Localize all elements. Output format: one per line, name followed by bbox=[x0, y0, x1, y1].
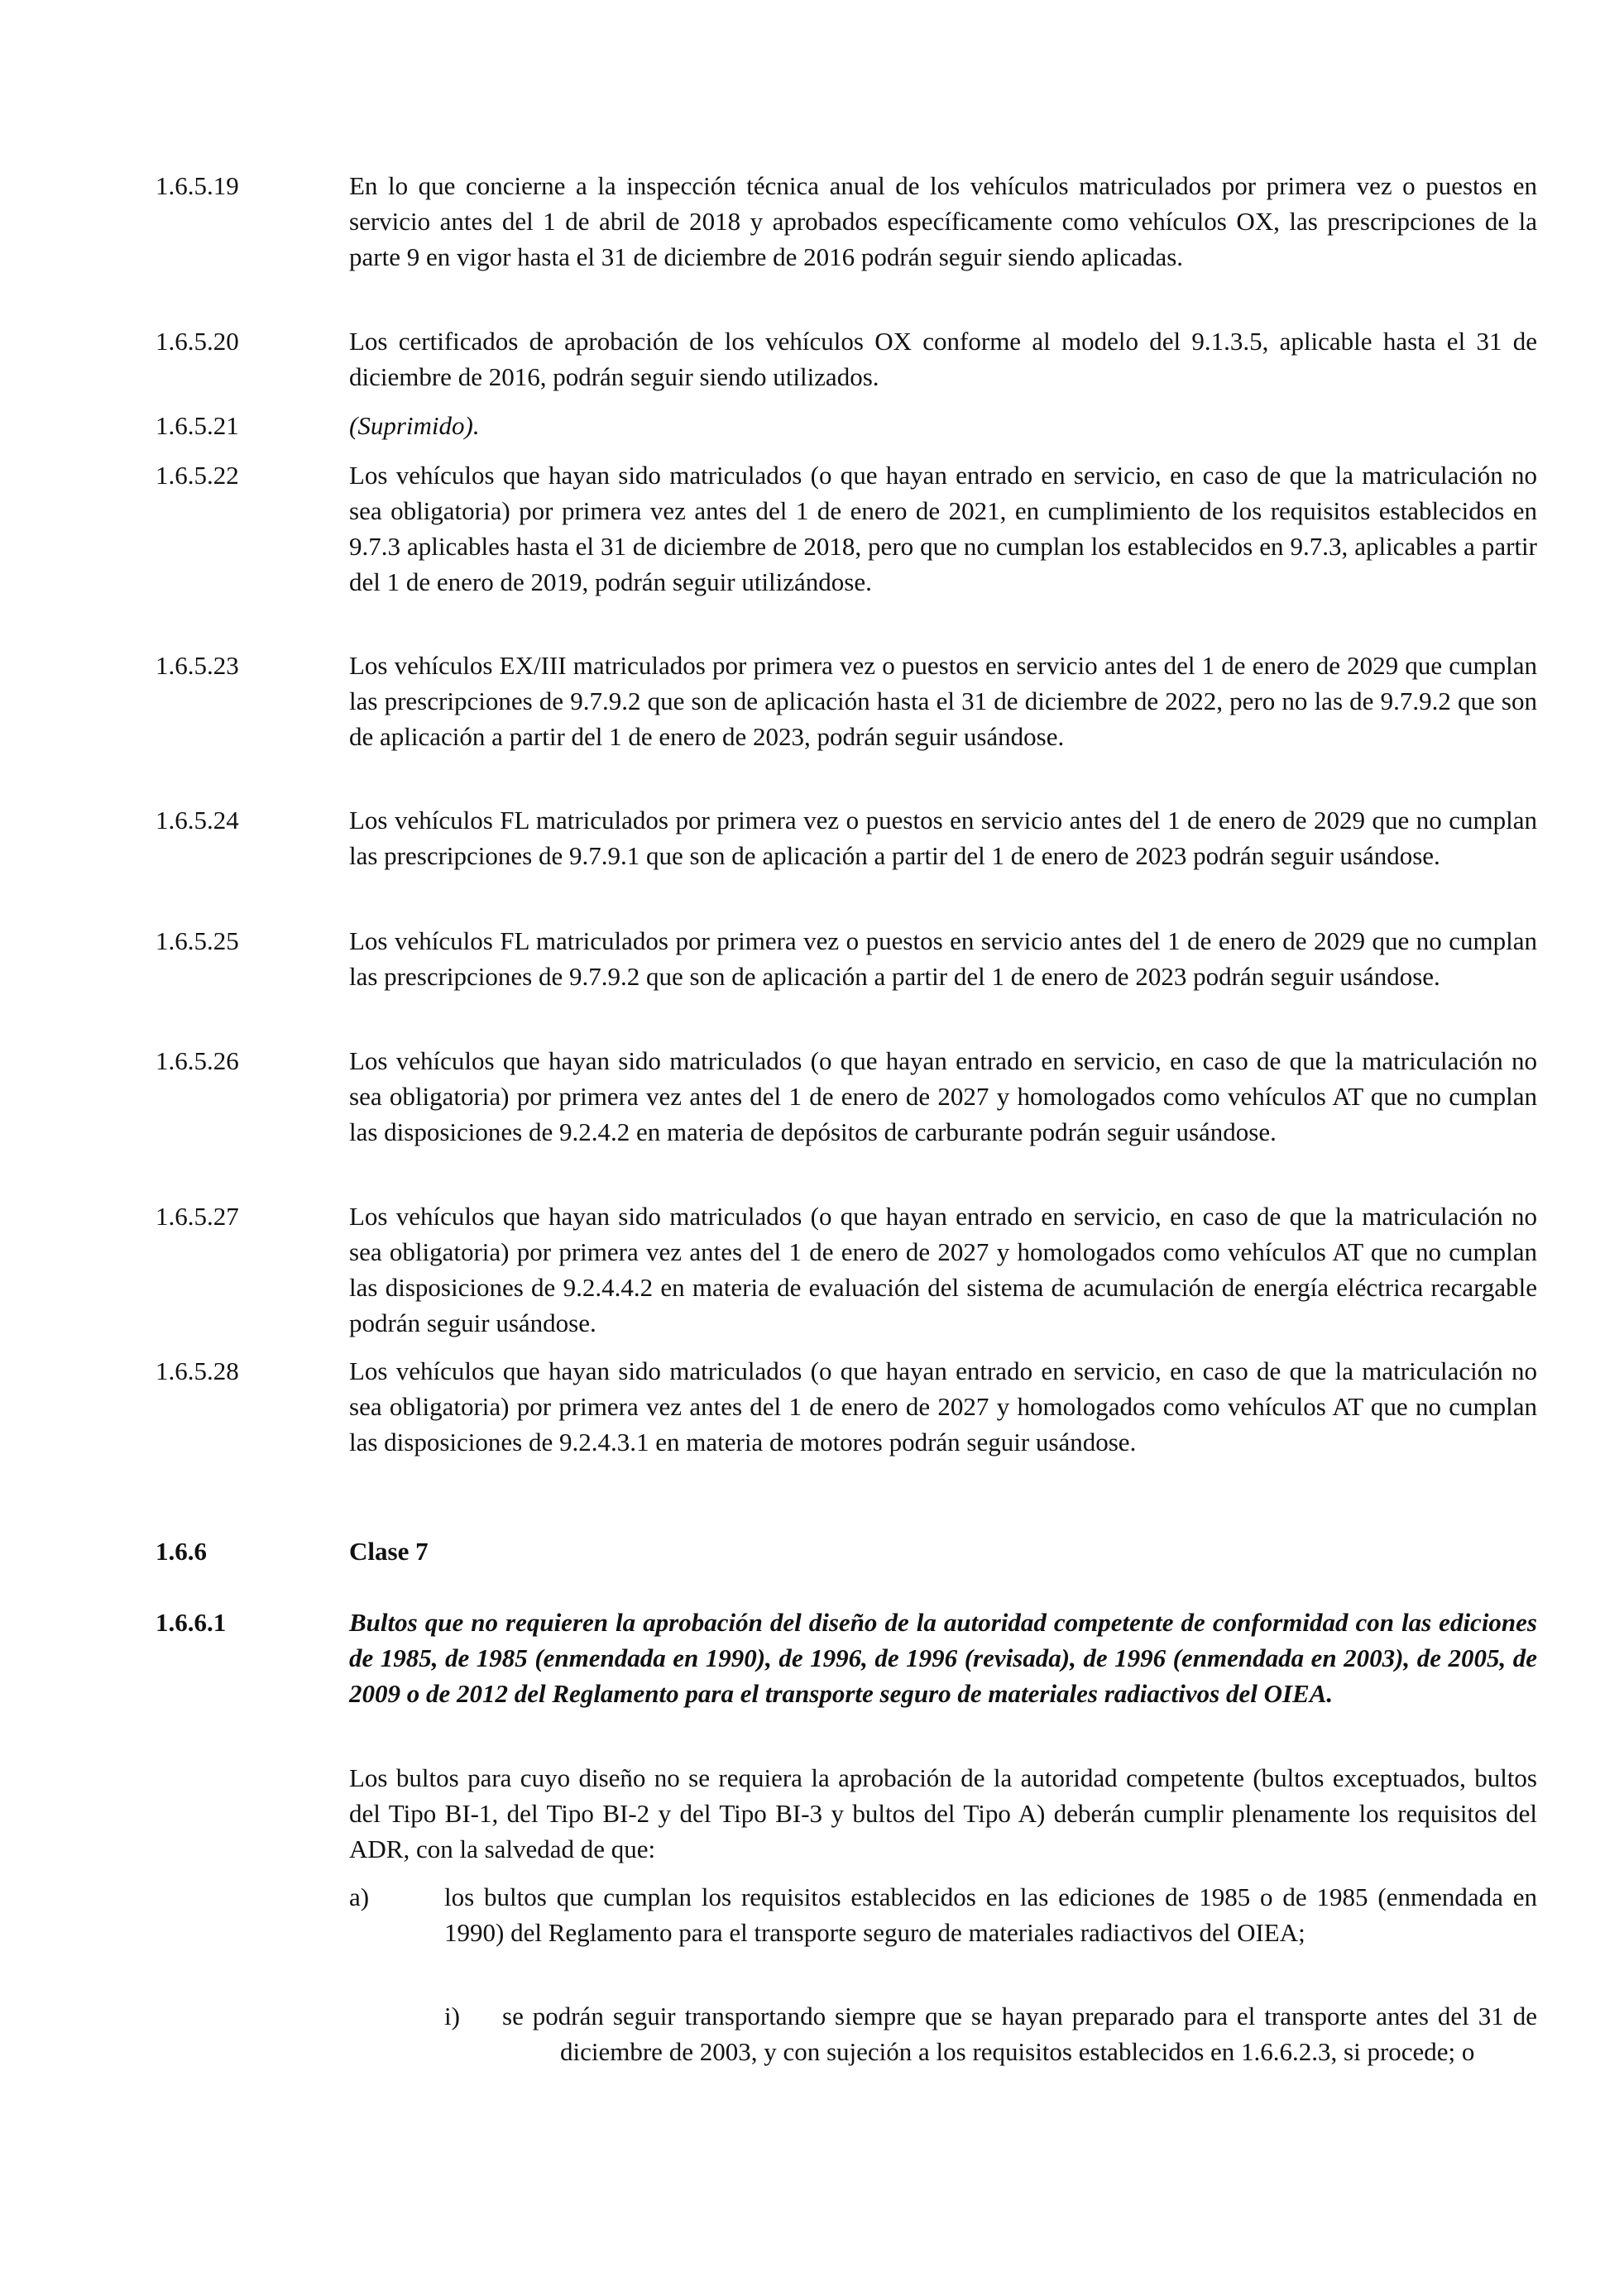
subsection-1-6-6-1 bbox=[156, 1605, 1537, 1711]
paragraph-1-6-5-20 bbox=[156, 323, 1537, 395]
paragraph-text: Los vehículos FL matriculados por primera vez o puestos en servicio antes del 1 de enero de 2029 que no cumplan las prescripciones de 9.7.9.1 que son de aplicación a partir del 1 de enero de 2023 podrán seguir usándose. bbox=[349, 806, 1537, 870]
list-item-label: a) bbox=[349, 1882, 370, 1911]
list-item-text: los bultos que cumplan los requisitos establecidos en las ediciones de 1985 o de 1985 (enmendada en 1990) del Reglamento para el transporte seguro de materiales radiactivos del OIEA; bbox=[444, 1882, 1537, 1947]
paragraph-number: 1.6.5.20 bbox=[156, 327, 239, 356]
paragraph-text: Los vehículos que hayan sido matriculados (o que hayan entrado en servicio, en caso de que la matriculación no sea obligatoria) por primera vez antes del 1 de enero de 2027 y homologados como vehículos AT que no cumplan las disposiciones de 9.2.4.3.1 en materia de motores podrán seguir usándose. bbox=[349, 1356, 1537, 1457]
paragraph-text: Los vehículos que hayan sido matriculados (o que hayan entrado en servicio, en caso de que la matriculación no sea obligatoria) por primera vez antes del 1 de enero de 2021, en cumplimiento de los requisitos establecidos en 9.7.3 aplicables hasta el 31 de diciembre de 2018, pero que no cumplan los establecidos en 9.7.3, aplicables a partir del 1 de enero de 2019, podrán seguir utilizándose. bbox=[349, 461, 1537, 596]
subsection-intro: Los bultos para cuyo diseño no se requiera la aprobación de la autoridad competente (bultos exceptuados, bultos del Tipo BI-1, del Tipo BI-2 y del Tipo BI-3 y bultos del Tipo A) deberán cumplir plenamente los requisitos del ADR, con la salvedad de que: bbox=[349, 1763, 1537, 1863]
subsection-heading: Bultos que no requieren la aprobación del diseño de la autoridad competente de conformidad con las ediciones de 1985, de 1985 (enmendada en 1990), de 1996, de 1996 (revisada), de 1996 (enmendada en 2003), de 2005, de 2009 o de 2012 del Reglamento para el transporte seguro de materiales radiactivos del OIEA. bbox=[349, 1608, 1537, 1708]
subsection-number: 1.6.6.1 bbox=[156, 1608, 227, 1637]
paragraph-text: En lo que concierne a la inspección técnica anual de los vehículos matriculados por primera vez o puestos en servicio antes del 1 de abril de 2018 y aprobados específicamente como vehículos OX, las prescripciones de la parte 9 en vigor hasta el 31 de diciembre de 2016 podrán seguir siendo aplicadas. bbox=[349, 171, 1537, 271]
list-item-text: se podrán seguir transportando siempre que se hayan preparado para el transporte antes del 31 de diciembre de 2003, y con sujeción a los requisitos establecidos en 1.6.6.2.3, si procede; o bbox=[502, 2002, 1537, 2066]
paragraph-text: Los vehículos FL matriculados por primera vez o puestos en servicio antes del 1 de enero de 2029 que no cumplan las prescripciones de 9.7.9.2 que son de aplicación a partir del 1 de enero de 2023 podrán seguir usándose. bbox=[349, 926, 1537, 991]
paragraph-number: 1.6.5.25 bbox=[156, 926, 239, 955]
paragraph-1-6-5-26 bbox=[156, 1043, 1537, 1150]
paragraph-number: 1.6.5.21 bbox=[156, 411, 239, 440]
section-heading bbox=[156, 1533, 1537, 1569]
paragraph-number: 1.6.5.23 bbox=[156, 651, 239, 680]
paragraph-number: 1.6.5.22 bbox=[156, 461, 239, 490]
paragraph-1-6-5-19 bbox=[156, 168, 1537, 275]
paragraph-1-6-5-28 bbox=[156, 1353, 1537, 1460]
paragraph-1-6-5-21 bbox=[156, 408, 1537, 443]
paragraph-1-6-5-25 bbox=[156, 923, 1537, 994]
paragraph-1-6-5-24 bbox=[156, 802, 1537, 873]
paragraph-number: 1.6.5.24 bbox=[156, 806, 239, 835]
paragraph-1-6-5-23 bbox=[156, 648, 1537, 754]
paragraph-number: 1.6.5.26 bbox=[156, 1046, 239, 1075]
section-number: 1.6.6 bbox=[156, 1537, 207, 1566]
paragraph-number: 1.6.5.19 bbox=[156, 171, 239, 200]
paragraph-number: 1.6.5.28 bbox=[156, 1356, 239, 1385]
paragraph-1-6-5-27 bbox=[156, 1198, 1537, 1341]
section-title: Clase 7 bbox=[349, 1537, 429, 1566]
list-item-i bbox=[444, 1998, 1537, 2069]
paragraph-1-6-5-22 bbox=[156, 457, 1537, 600]
paragraph-text: Los vehículos que hayan sido matriculados (o que hayan entrado en servicio, en caso de que la matriculación no sea obligatoria) por primera vez antes del 1 de enero de 2027 y homologados como vehículos AT que no cumplan las disposiciones de 9.2.4.4.2 en materia de evaluación del sistema de acumulación de energía eléctrica recargable podrán seguir usándose. bbox=[349, 1202, 1537, 1337]
list-item-a bbox=[349, 1879, 1537, 1950]
paragraph-text: Los vehículos que hayan sido matriculados (o que hayan entrado en servicio, en caso de que la matriculación no sea obligatoria) por primera vez antes del 1 de enero de 2027 y homologados como vehículos AT que no cumplan las disposiciones de 9.2.4.2 en materia de depósitos de carburante podrán seguir usándose. bbox=[349, 1046, 1537, 1146]
paragraph-text: Los certificados de aprobación de los vehículos OX conforme al modelo del 9.1.3.5, aplicable hasta el 31 de diciembre de 2016, podrán seguir siendo utilizados. bbox=[349, 327, 1537, 391]
paragraph-text: (Suprimido). bbox=[349, 411, 480, 440]
paragraph-text: Los vehículos EX/III matriculados por primera vez o puestos en servicio antes del 1 de enero de 2029 que cumplan las prescripciones de 9.7.9.2 que son de aplicación hasta el 31 de diciembre de 2022, pero no las de 9.7.9.2 que son de aplicación a partir del 1 de enero de 2023, podrán seguir usándose. bbox=[349, 651, 1537, 751]
list-item-label: i) bbox=[444, 2002, 460, 2031]
paragraph-number: 1.6.5.27 bbox=[156, 1202, 239, 1231]
